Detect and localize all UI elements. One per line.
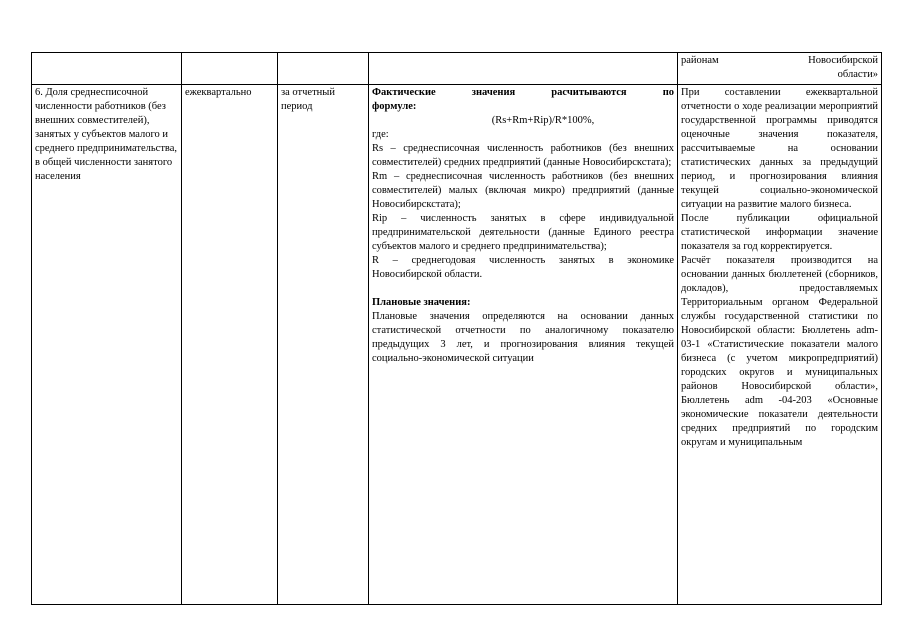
indicator-table [31,52,882,605]
cont-cell-notes [678,53,882,85]
indicator-row [32,85,882,605]
continuation-row [32,53,882,85]
notes-paragraph-1: При составлении ежеквартальной отчетности о ходе реализации мероприятий государственной программы приводятся оценочные значения показателя, рассчитываемые на основании статистических данных за предыдущий период, и прогнозирования влияния текущей социально-экономической ситуации на развитие малого бизнеса. [681,87,878,210]
method-cell [369,85,678,605]
cont-notes-line-2: области» [837,69,878,80]
actual-heading-line-2: формуле: [372,101,417,112]
cont-cell-period [278,53,369,85]
spacer [372,282,674,296]
notes-paragraph-3: Расчёт показателя производится на основании данных бюллетеней (сборников, докладов), предоставляемых Территориальным органом Федеральной службы государственной статистики по Новосибирской области: Бюллетень adm-03-1 «Статистические показатели малого бизнеса (с учетом микропредприятий) городских округов и муниципальных районов Новосибирской области», Бюллетень adm -04-203 «Основные экономические показатели деятельности средних предприятий по городским округам и муниципальным [681,255,878,448]
period-text: за отчетный период [281,87,335,112]
period-cell [278,85,369,605]
definition-rs: Rs – среднесписочная численность работников (без внешних совместителей) средних предприятий (данные Новосибирскстата); [372,143,674,168]
cont-cell-frequency [182,53,278,85]
frequency-text: ежеквартально [185,87,252,98]
definition-r: R – среднегодовая численность занятых в экономике Новосибирской области. [372,255,674,280]
cont-notes-line-1: районам Новосибирской [681,55,878,66]
definition-rip: Rip – численность занятых в сфере индивидуальной предпринимательской деятельности (данные Единого реестра субъектов малого и среднего предпринимательства); [372,213,674,252]
planned-text: Плановые значения определяются на основании данных статистической отчетности по аналогичному показателю предыдущих 3 лет, и прогнозирования влияния текущей социально-экономической ситуации [372,311,674,364]
planned-heading: Плановые значения: [372,297,471,308]
cont-cell-method [369,53,678,85]
indicator-name: 6. Доля среднесписочной численности работников (без внешних совместителей), занятых у субъектов малого и среднего предпринимательства, в общей численности занятого населения [35,87,178,182]
definition-rm: Rm – среднесписочная численность работников (без внешних совместителей) малых (включая микро) предприятий (данные Новосибирскстата); [372,171,674,210]
actual-heading-line-1: Фактические значения расчитываются по [372,87,674,98]
formula-where: где: [372,129,389,140]
cont-cell-indicator [32,53,182,85]
frequency-cell [182,85,278,605]
indicator-name-cell [32,85,182,605]
notes-cell [678,85,882,605]
notes-paragraph-2: После публикации официальной статистической информации значение показателя за год корректируется. [681,213,878,252]
formula-text: (Rs+Rm+Rip)/R*100%, [491,115,595,126]
